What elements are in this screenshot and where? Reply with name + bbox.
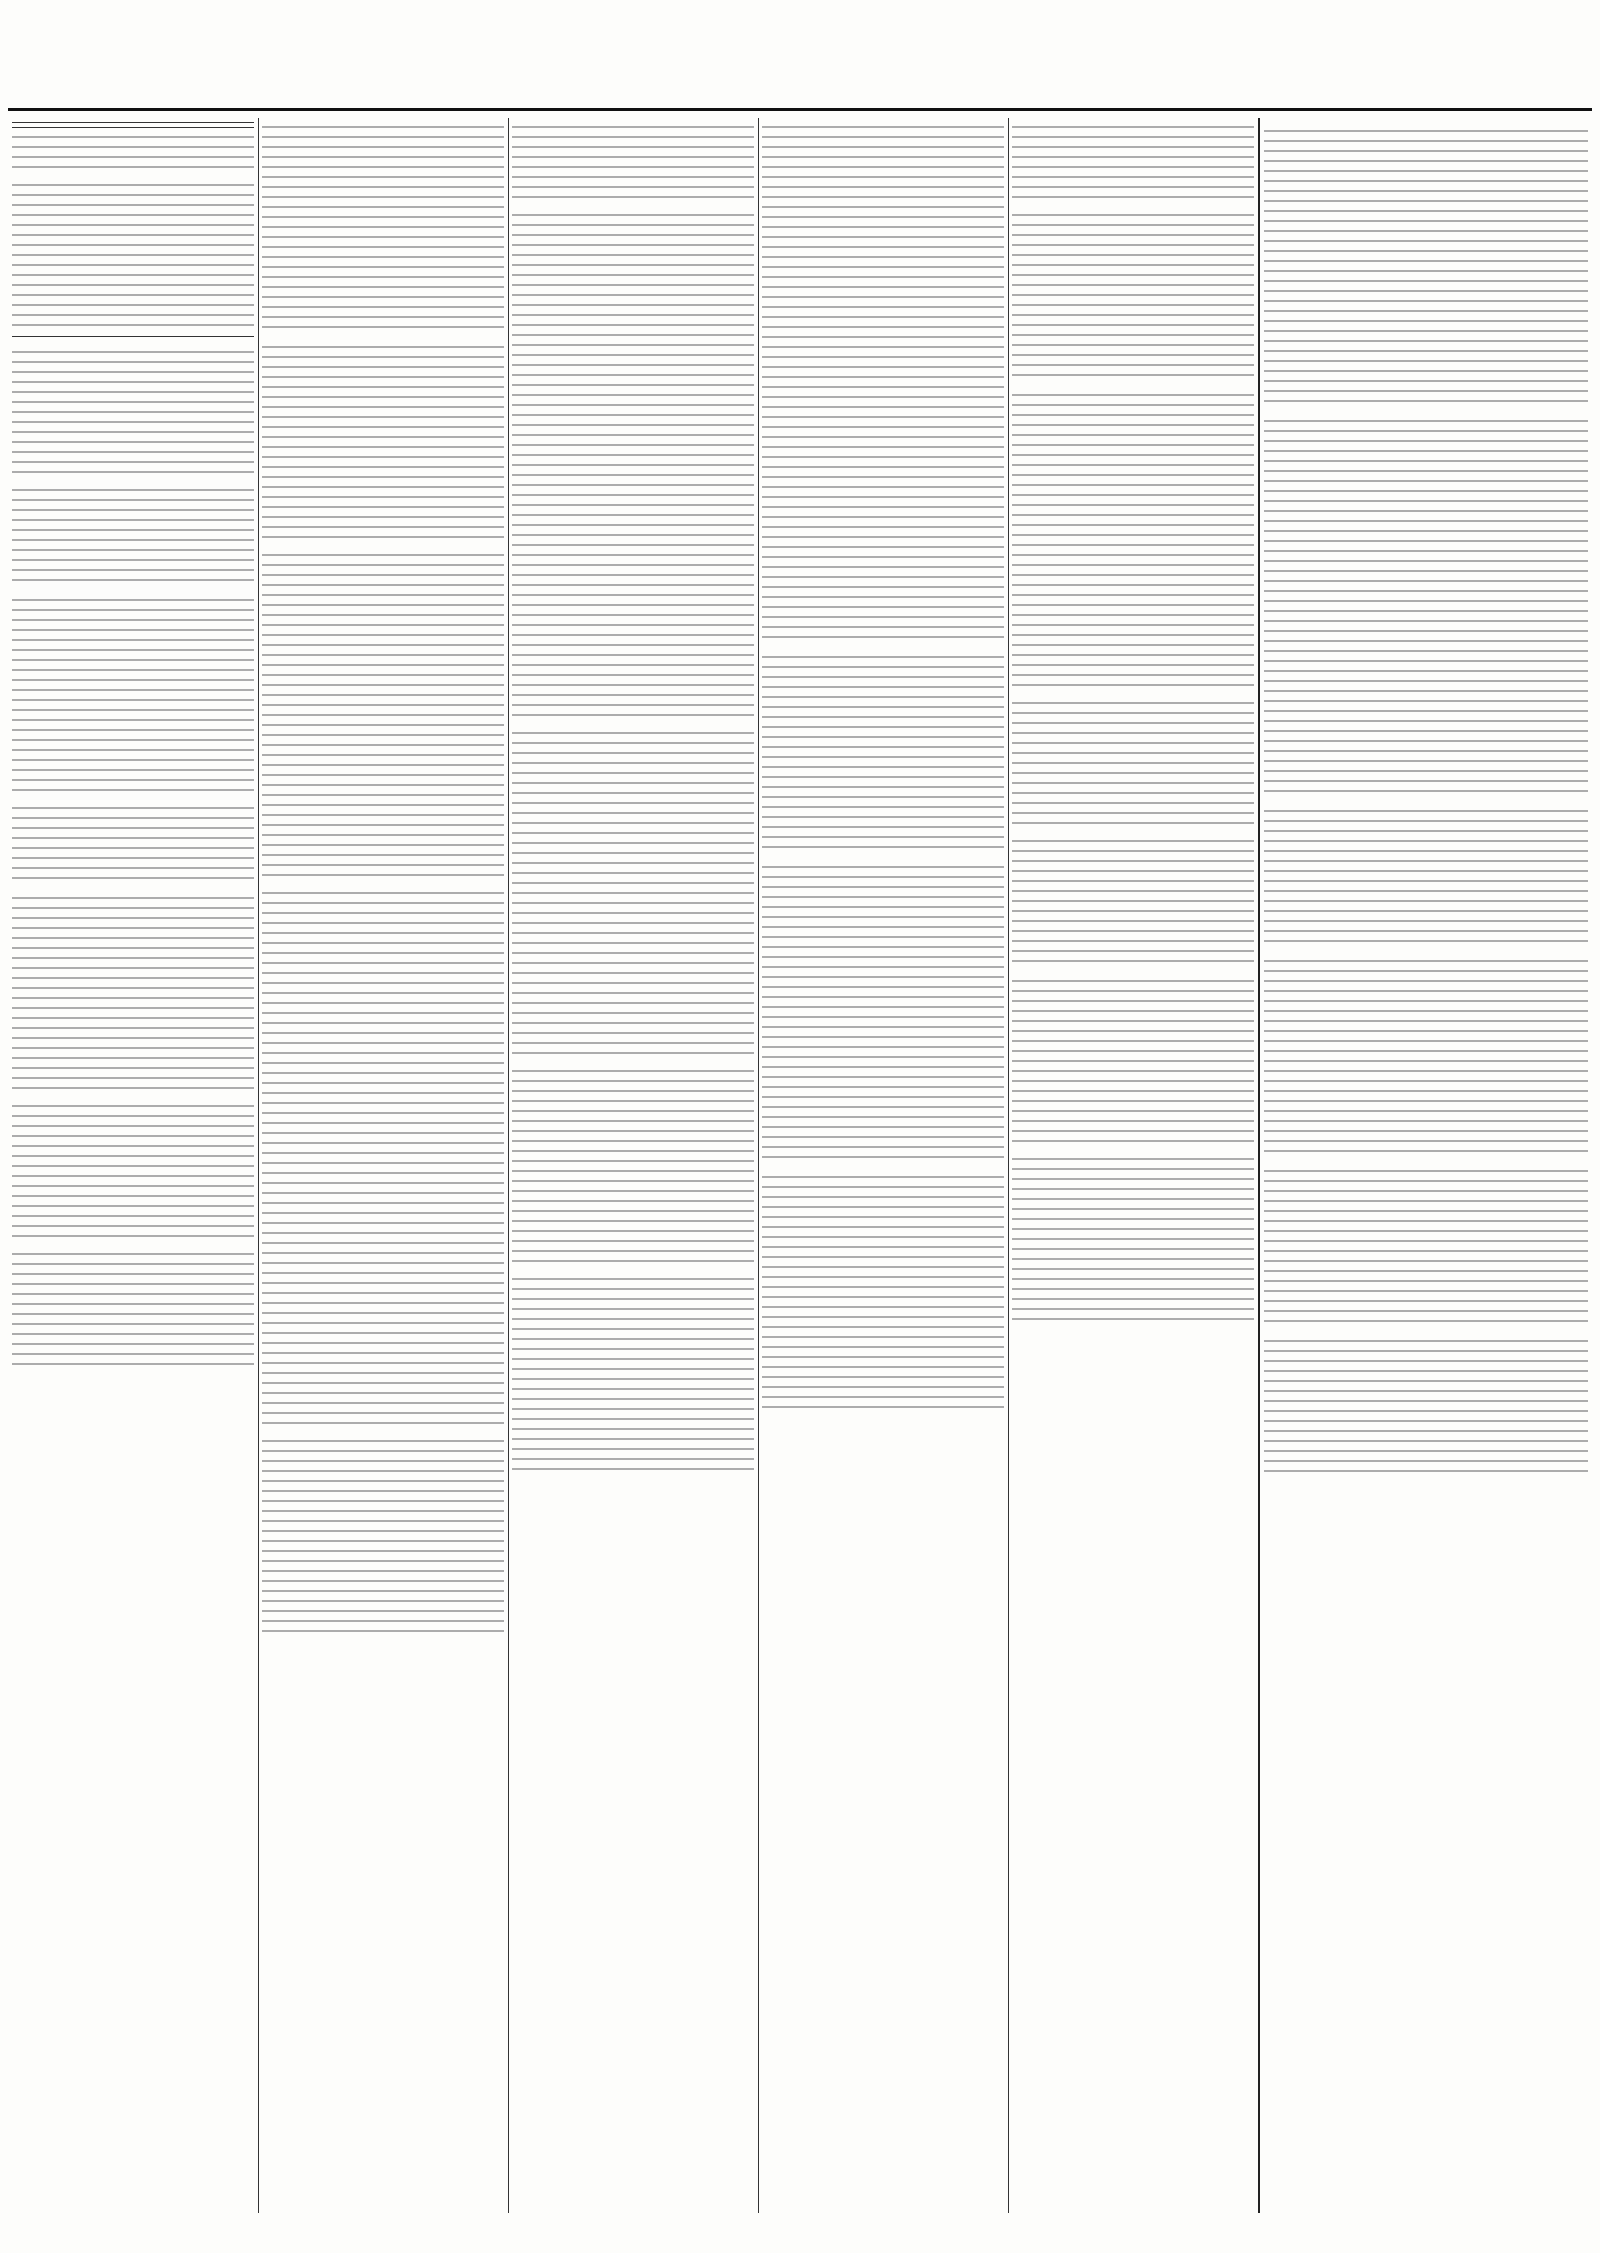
column-rule	[758, 118, 759, 2213]
top-rule	[8, 108, 1592, 111]
column-rule	[1008, 118, 1009, 2213]
column-5	[1012, 118, 1254, 2213]
column-3	[512, 118, 754, 2213]
column-rule	[1258, 118, 1260, 2213]
column-1	[12, 118, 254, 2213]
column-rule	[258, 118, 259, 2213]
column-4	[762, 118, 1004, 2213]
date-box	[12, 122, 254, 128]
column-rule	[508, 118, 509, 2213]
column-6	[1264, 118, 1588, 2213]
column-2	[262, 118, 504, 2213]
